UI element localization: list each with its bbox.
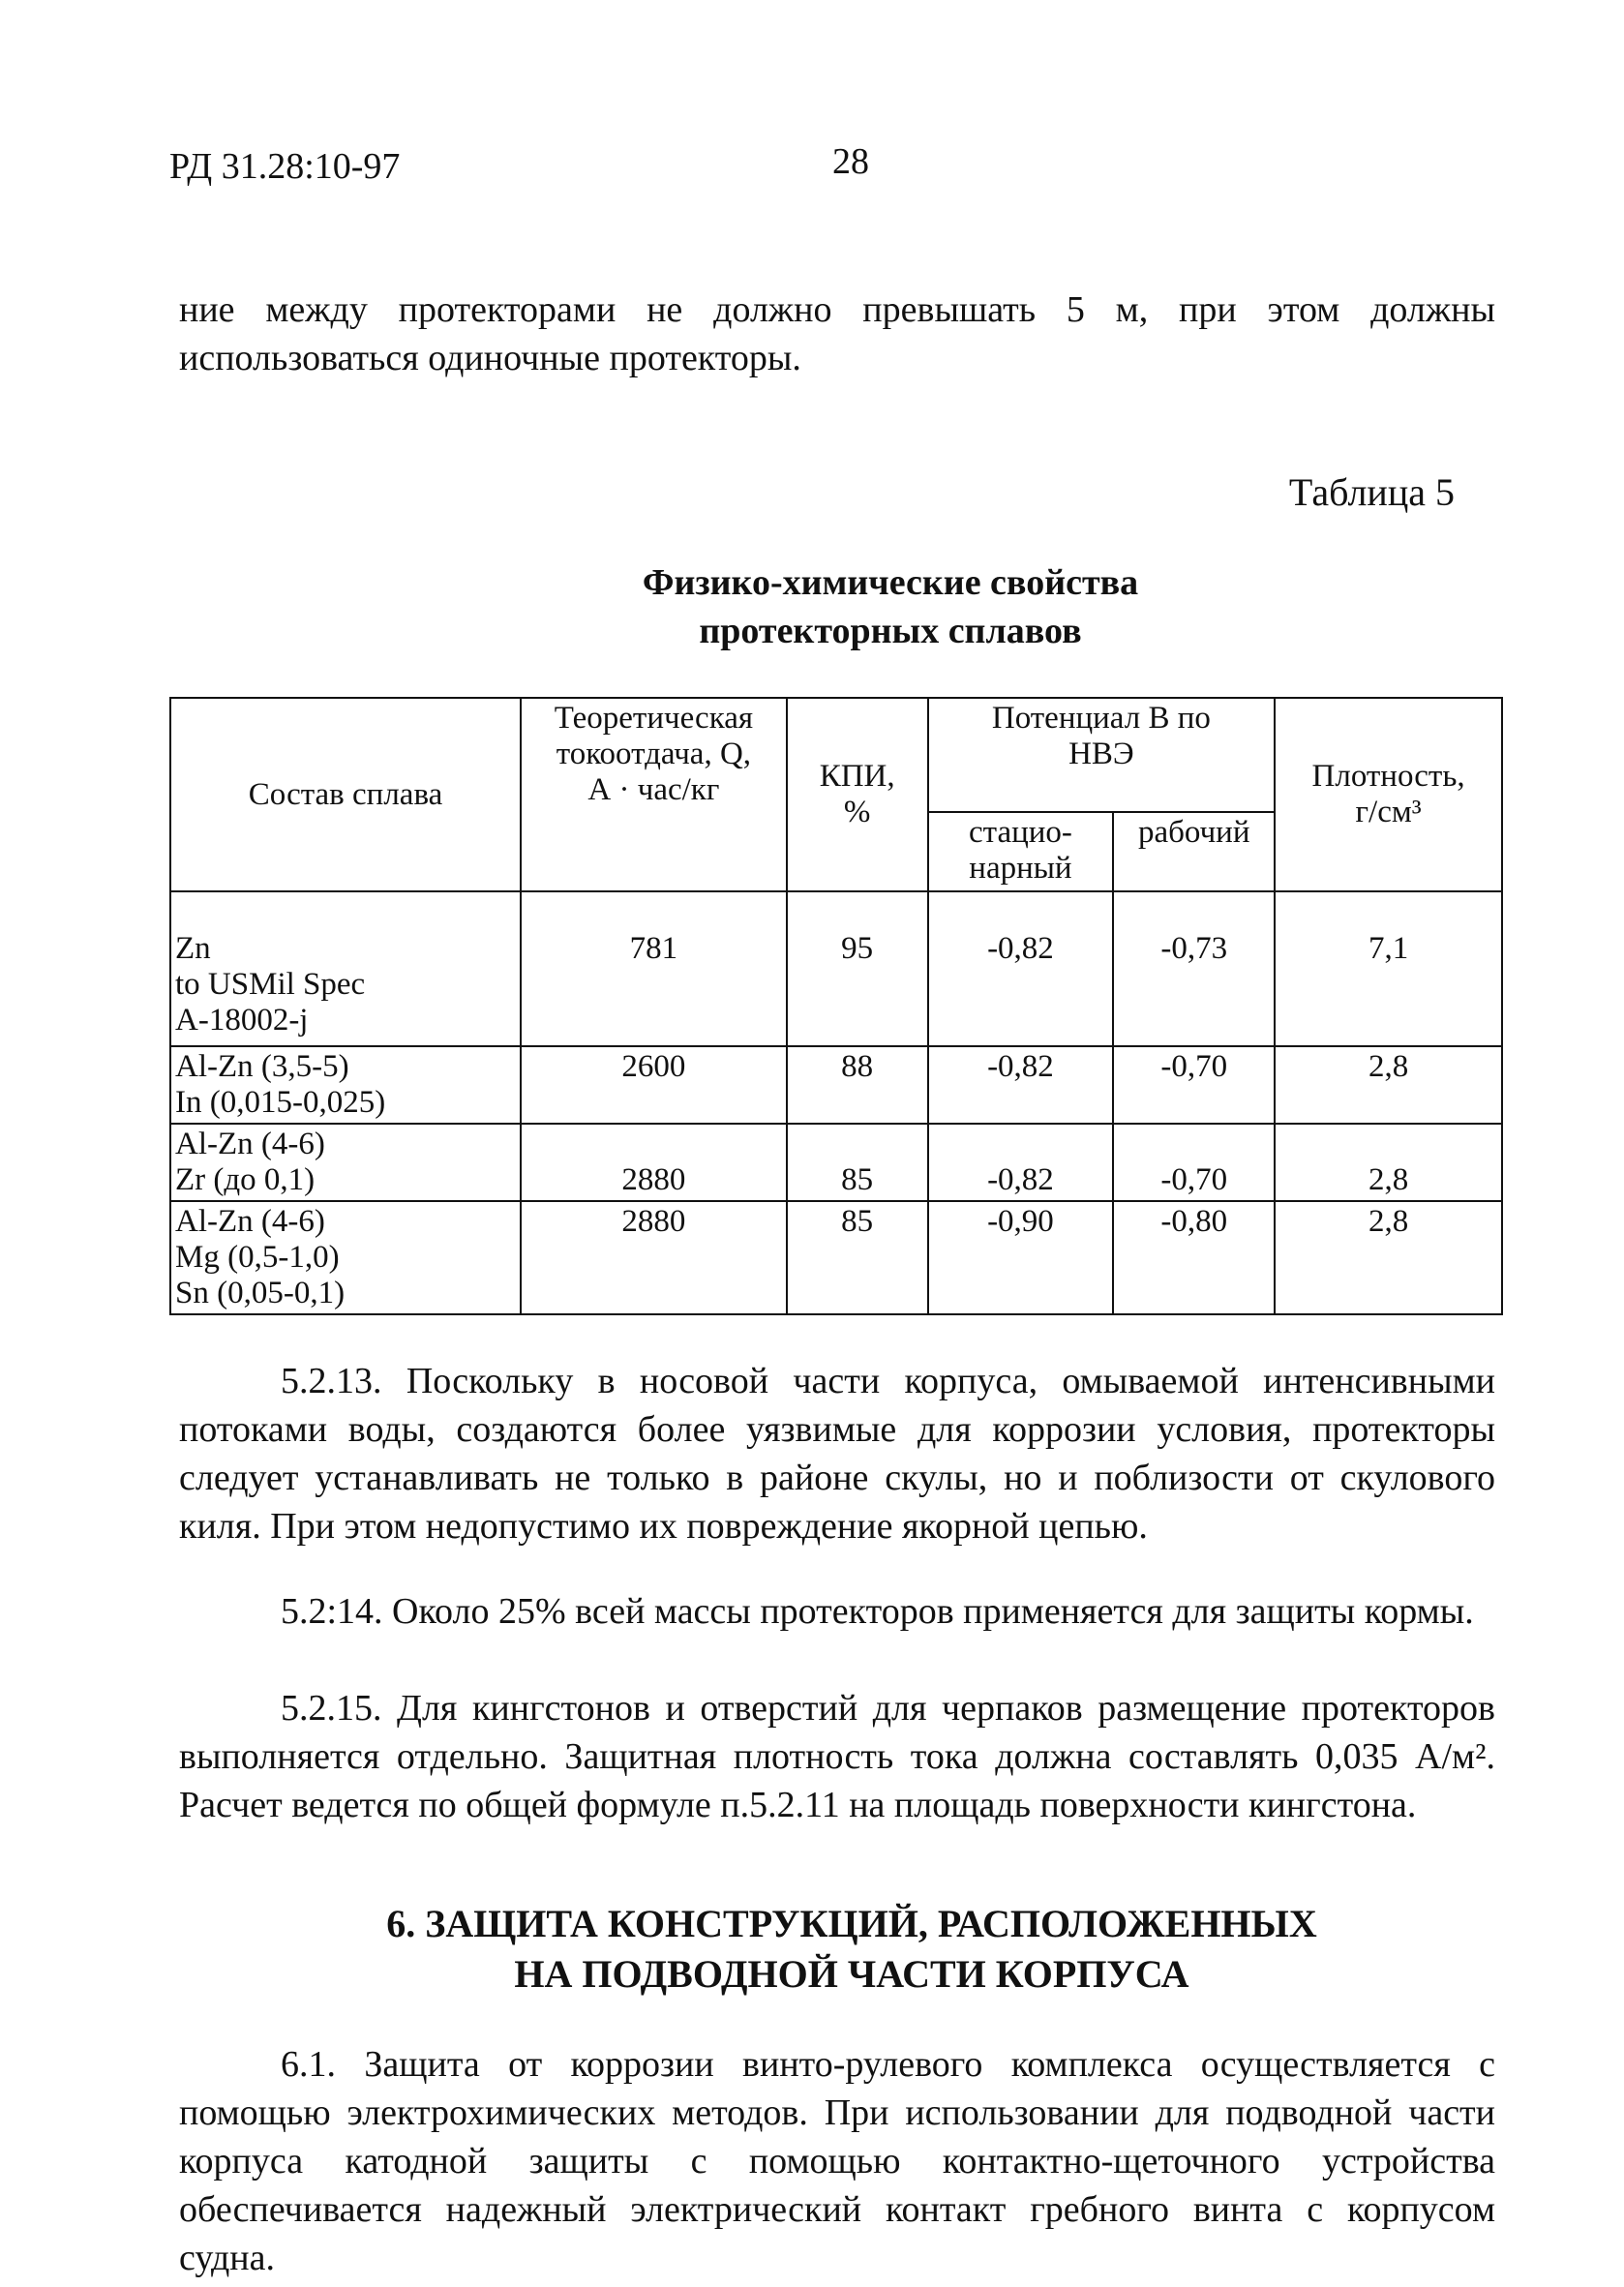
cell-working: -0,70	[1113, 1124, 1275, 1201]
cell-composition: Al-Zn (4-6) Zr (до 0,1)	[170, 1124, 521, 1201]
cell-stationary: -0,82	[928, 1046, 1114, 1124]
paragraph-5-2-13: 5.2.13. Поскольку в носовой части корпуса, омываемой интенсивными потоками воды, создаются более уязвимые для коррозии условия, протекторы следует устанавливать не только в районе скулы, но и поблизости от скулового киля. При этом недопустимо их повреждение якорной цепью.	[179, 1361, 1495, 1547]
cell-composition: Al-Zn (3,5-5) In (0,015-0,025)	[170, 1046, 521, 1124]
header-current-output: Теоретическая токоотдача, Q, А · час/кг	[521, 698, 787, 891]
cell-current-output: 2600	[521, 1046, 787, 1124]
cell-density: 2,8	[1275, 1124, 1502, 1201]
header-density: Плотность, г/см³	[1275, 698, 1502, 891]
cell-density: 2,8	[1275, 1201, 1502, 1314]
paragraph-5-2-15: 5.2.15. Для кингстонов и отверстий для черпаков размещение протекторов выполняется отдельно. Защитная плотность тока должна составлять 0,035 А/м². Расчет ведется по общей формуле п.5.2.11 на площадь поверхности кингстона.	[179, 1688, 1495, 1825]
table-title-line-2: протекторных сплавов	[699, 611, 1082, 651]
table-row	[170, 1124, 1502, 1201]
table-row	[170, 891, 1502, 1046]
cell-stationary: -0,90	[928, 1201, 1114, 1314]
header-stationary: стацио- нарный	[928, 812, 1114, 891]
page-number: 28	[832, 141, 869, 182]
cell-working: -0,70	[1113, 1046, 1275, 1124]
paragraph-5-2-14: 5.2:14. Около 25% всей массы протекторов применяется для защиты кормы.	[281, 1591, 1474, 1632]
header-kpi: КПИ, %	[787, 698, 928, 891]
alloy-properties-table	[169, 697, 1503, 1315]
cell-density: 2,8	[1275, 1046, 1502, 1124]
section-heading	[290, 1899, 1413, 2000]
cell-kpi: 88	[787, 1046, 928, 1124]
table-row	[170, 1046, 1502, 1124]
header-composition: Состав сплава	[170, 698, 521, 891]
section-heading-line-2: НА ПОДВОДНОЙ ЧАСТИ КОРПУСА	[514, 1952, 1189, 1996]
table-title-line-1: Физико-химические свойства	[642, 562, 1139, 603]
document-code: РД 31.28:10-97	[169, 146, 401, 187]
cell-composition: Al-Zn (4-6) Mg (0,5-1,0) Sn (0,05-0,1)	[170, 1201, 521, 1314]
cell-current-output: 781	[521, 891, 787, 1046]
table-title	[523, 558, 1258, 655]
cell-current-output: 2880	[521, 1201, 787, 1314]
cell-working: -0,80	[1113, 1201, 1275, 1314]
cell-kpi: 95	[787, 891, 928, 1046]
cell-stationary: -0,82	[928, 891, 1114, 1046]
cell-kpi: 85	[787, 1201, 928, 1314]
cell-stationary: -0,82	[928, 1124, 1114, 1201]
header-potential: Потенциал В по НВЭ	[928, 698, 1276, 812]
cell-current-output: 2880	[521, 1124, 787, 1201]
cell-composition: Zn to USMil Spec A-18002-j	[170, 891, 521, 1046]
header-working: рабочий	[1113, 812, 1275, 891]
table-label: Таблица 5	[1288, 470, 1455, 514]
section-heading-line-1: 6. ЗАЩИТА КОНСТРУКЦИЙ, РАСПОЛОЖЕННЫХ	[386, 1902, 1317, 1945]
paragraph-6-1: 6.1. Защита от коррозии винто-рулевого комплекса осуществляется с помощью электрохимических методов. При использовании для подводной части корпуса катодной защиты с помощью контактно-щеточного устройства обеспечивается надежный электрический контакт гребного винта с корпусом судна.	[179, 2044, 1495, 2278]
cell-working: -0,73	[1113, 891, 1275, 1046]
continuation-paragraph: ние между протекторами не должно превышать 5 м, при этом должны использоваться одиночные протекторы.	[179, 289, 1495, 378]
cell-density: 7,1	[1275, 891, 1502, 1046]
table-row	[170, 1201, 1502, 1314]
cell-kpi: 85	[787, 1124, 928, 1201]
